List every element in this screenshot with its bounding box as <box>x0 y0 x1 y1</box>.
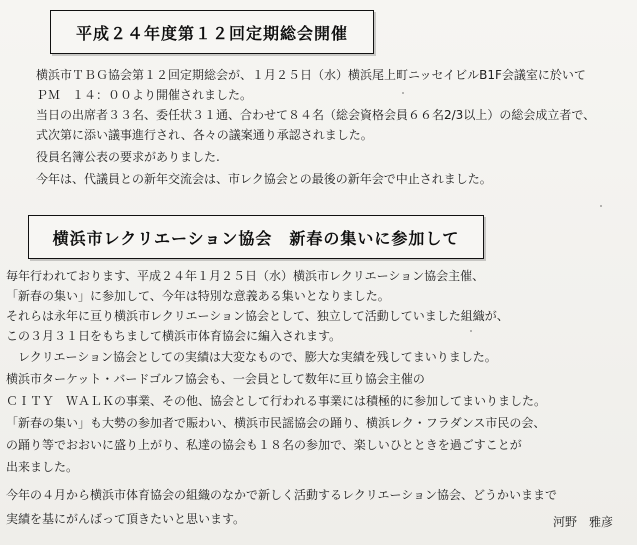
section2-line: 「新春の集い」も大勢の参加者で賑わい、横浜市民謡協会の踊り、横浜レク・フラダンス市民の会、 <box>6 416 546 430</box>
paper-speck <box>600 205 602 207</box>
section2-line: 今年の４月から横浜市体育協会の組織のなかで新しく活動するレクリエーション協会、どうかいままで <box>6 488 558 502</box>
section1-title: 平成２４年度第１２回定期総会開催 <box>50 10 374 54</box>
section2-line: 「新春の集い」に参加して、今年は特別な意義ある集いとなりました。 <box>6 289 390 303</box>
section1-line: 横浜市ＴＢＧ協会第１２回定期総会が、１月２５日（水）横浜尾上町ニッセイビルB1F会議室に於いて <box>36 68 586 82</box>
section2-line: 実績を基にがんばって頂きたいと思います。 <box>6 512 246 526</box>
section2-line: それらは永年に亘り横浜市レクリエーション協会として、独立して活動していました組織が、 <box>6 309 509 323</box>
section2-line: の踊り等でおおいに盛り上がり、私達の協会も１８名の参加で、楽しいひとときを過ごすことが <box>6 438 522 452</box>
section1-line: ＰＭ １４：００より開催されました。 <box>36 88 253 102</box>
section2-line: レクリエーション協会としての実績は大変なもので、膨大な実績を残してまいりました。 <box>6 350 497 364</box>
section1-line: 式次第に添い議事進行され、各々の議案通り承認されました。 <box>36 128 373 142</box>
section2-line: ＣＩＴＹ ＷＡＬＫの事業、その他、協会として行われる事業には積極的に参加してまいりました。 <box>6 394 547 408</box>
section2-line: 出来ました。 <box>6 460 79 474</box>
author-signature: 河野 雅彦 <box>552 515 613 529</box>
section1-line: 役員名簿公表の要求がありました. <box>36 150 220 164</box>
section2-line: 毎年行われております、平成２４年１月２５日（水）横浜市レクリエーション協会主催、 <box>6 269 485 283</box>
paper-speck <box>470 330 472 332</box>
paper-speck <box>402 92 404 94</box>
section2-line: 横浜市ターケット・バードゴルフ協会も、一会員として数年に亘り協会主催の <box>6 372 425 386</box>
section1-line: 今年は、代議員との新年交流会は、市レク協会との最後の新年会で中止されました。 <box>36 172 492 186</box>
section2-line: この３月３１日をもちまして横浜市体育協会に編入されます。 <box>6 329 342 343</box>
section1-line: 当日の出席者３３名、委任状３１通、合わせて８４名（総会資格会員６６名2/3以上）の総会成立者で、 <box>36 108 596 122</box>
section2-title: 横浜市レクリエーション協会 新春の集いに参加して <box>28 215 484 259</box>
